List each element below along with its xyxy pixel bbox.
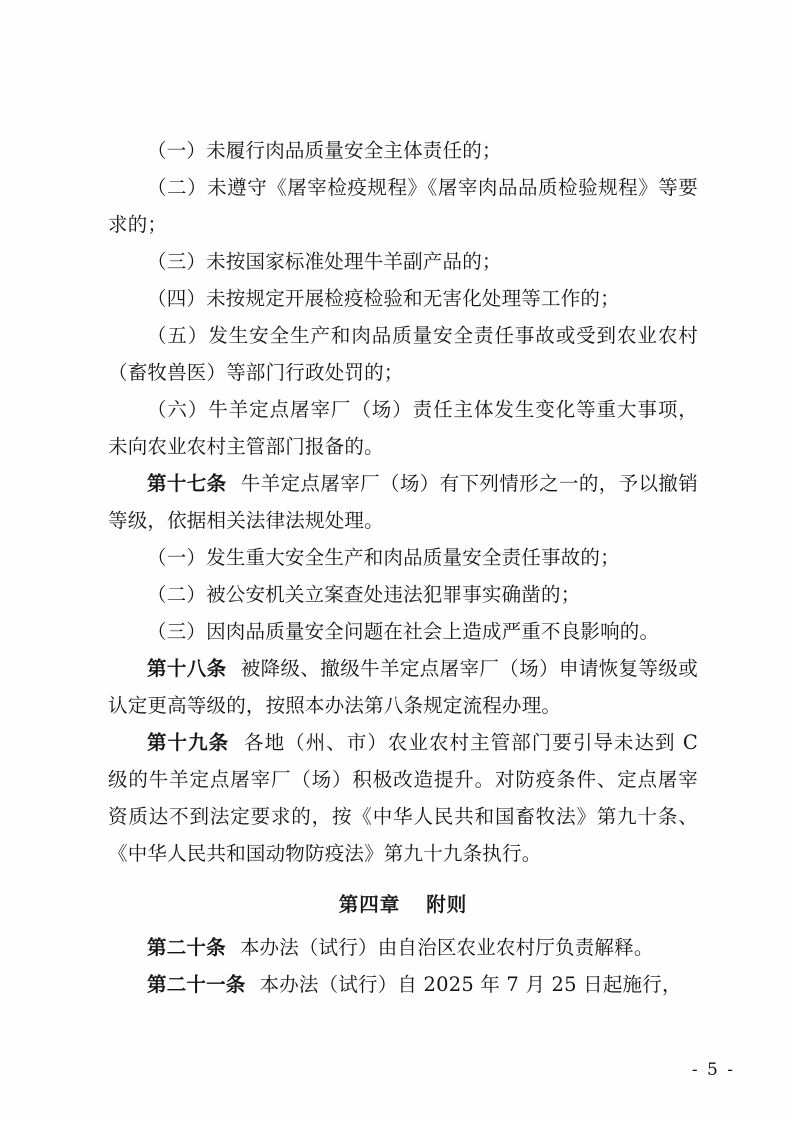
article-twenty-text: 本办法（试行）由自治区农业农村厅负责解释。 — [239, 936, 654, 959]
paragraph-item-1: （一）未履行肉品质量安全主体责任的； — [147, 139, 502, 162]
paragraph-item-7: （一）发生重大安全生产和肉品质量安全责任事故的； — [147, 546, 620, 569]
article-twentyone — [108, 966, 698, 1003]
paragraph-item-6: （六）牛羊定点屠宰厂（场）责任主体发生变化等重大事项，未向农业农村主管部门报备的。 — [108, 398, 698, 458]
article-twenty-label: 第二十条 — [147, 936, 226, 959]
article-nineteen-text: 各地（州、市）农业农村主管部门要引导未达到 C 级的牛羊定点屠宰厂（场）积极改造提升。对防疫条件、定点屠宰资质达不到法定要求的，按《中华人民共和国畜牧法》第九十条、《中华人民共和国动物防疫法》第九十九条执行。 — [108, 731, 698, 865]
article-twentyone-label: 第二十一条 — [147, 973, 246, 996]
paragraph-item-3: （三）未按国家标准处理牛羊副产品的； — [147, 250, 502, 273]
article-seventeen-label: 第十七条 — [147, 472, 227, 495]
chapter-heading-subtitle: 附则 — [426, 893, 468, 916]
article-nineteen — [108, 724, 698, 872]
article-seventeen — [108, 465, 698, 539]
chapter-heading — [108, 886, 698, 923]
paragraph-item-5: （五）发生安全生产和肉品质量安全责任事故或受到农业农村（畜牧兽医）等部门行政处罚的； — [108, 324, 698, 384]
document-body — [108, 132, 698, 1003]
paragraph-item-4: （四）未按规定开展检疫检验和无害化处理等工作的； — [147, 287, 620, 310]
article-nineteen-label: 第十九条 — [147, 731, 230, 754]
article-twenty — [108, 929, 698, 966]
page-number: - 5 - — [691, 1060, 735, 1080]
article-eighteen-text: 被降级、撤级牛羊定点屠宰厂（场）申请恢复等级或认定更高等级的，按照本办法第八条规定流程办理。 — [108, 657, 698, 717]
chapter-heading-title: 第四章 — [338, 893, 401, 916]
article-twentyone-text: 本办法（试行）自 2025 年 7 月 25 日起施行， — [259, 973, 682, 996]
article-eighteen — [108, 650, 698, 724]
article-seventeen-text: 牛羊定点屠宰厂（场）有下列情形之一的，予以撤销等级，依据相关法律法规处理。 — [108, 472, 698, 532]
paragraph-item-2: （二）未遵守《屠宰检疫规程》《屠宰肉品品质检验规程》等要求的； — [108, 176, 698, 236]
paragraph-item-9: （三）因肉品质量安全问题在社会上造成严重不良影响的。 — [147, 620, 660, 643]
paragraph-item-8: （二）被公安机关立案查处违法犯罪事实确凿的； — [147, 583, 581, 606]
article-eighteen-label: 第十八条 — [147, 657, 227, 680]
